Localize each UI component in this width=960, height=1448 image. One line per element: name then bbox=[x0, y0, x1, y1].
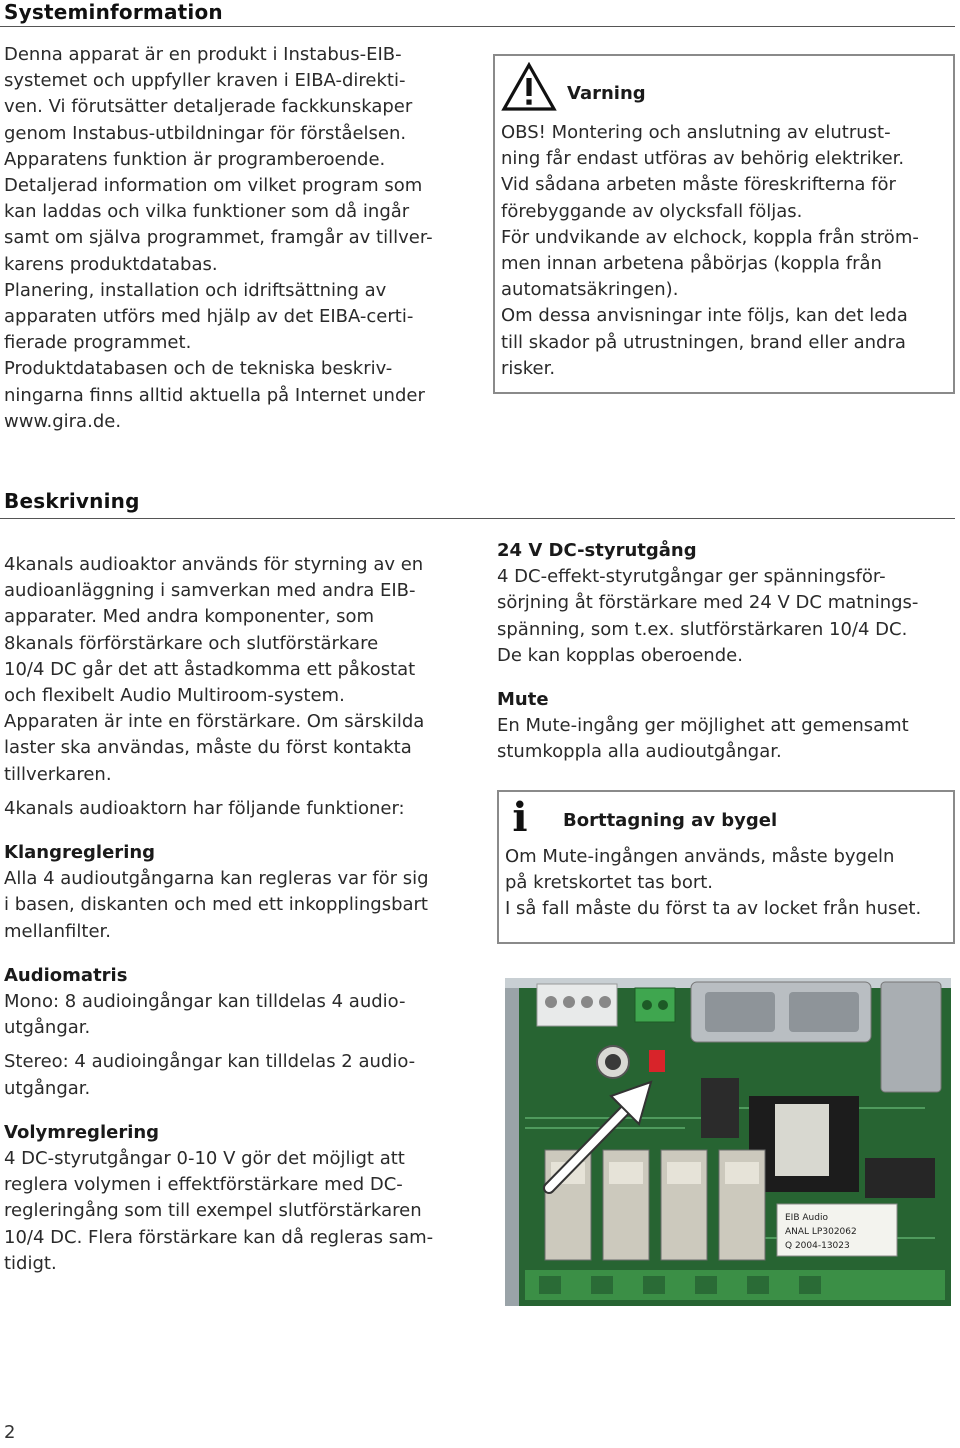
warning-paragraph: Om dessa anvisningar inte följs, kan det leda till skador på utrustningen, brand eller andra risker. bbox=[501, 305, 908, 379]
description-right-column bbox=[497, 538, 957, 766]
heading-dc-styrutgang: 24 V DC-styrutgång bbox=[497, 540, 697, 561]
info-icon: i bbox=[512, 794, 528, 841]
heading-volymreglering: Volymreglering bbox=[4, 1121, 160, 1143]
section-title-beskrivning: Beskrivning bbox=[4, 489, 140, 513]
board-label-line2: ANAL LP302062 bbox=[785, 1227, 857, 1237]
warning-box bbox=[493, 54, 955, 394]
heading-mute: Mute bbox=[497, 689, 549, 711]
mute-text: En Mute-ingång ger möjlighet att gemensamt stumkoppla alla audioutgångar. bbox=[497, 715, 909, 763]
warning-paragraph: OBS! Montering och anslutning av elutrust- ning får endast utföras av behörig elektriker. Vid sådana arbeten måste föreskrifterna för förebyggande av olycksfall följas. bbox=[501, 122, 905, 222]
page-number: 2 bbox=[4, 1422, 16, 1443]
board-label-line1: EIB Audio bbox=[785, 1213, 828, 1223]
circuit-board-photo bbox=[505, 978, 951, 1306]
section-title-systeminformation: Systeminformation bbox=[4, 0, 223, 24]
warning-paragraph: För undvikande av elchock, koppla från ström- men innan arbetena påbörjas (koppla från automatsäkringen). bbox=[501, 226, 919, 301]
warning-header bbox=[501, 62, 947, 112]
systeminfo-column bbox=[4, 42, 474, 435]
info-box bbox=[497, 790, 955, 944]
systeminfo-paragraph: Denna apparat är en produkt i Instabus-EIB- systemet och uppfyller kraven i EIBA-direkti- ven. Vi förutsätter detaljerade fackkunskaper genom Instabus-utbildningar för förståelsen. Apparatens funktion är programberoende. Detaljerad information om vilket program som kan laddas och vilka funktioner som då ingår samt om själva programmet, framgår av tillver- karens produktdatabas. bbox=[4, 44, 433, 275]
systeminfo-paragraph: Produktdatabasen och de tekniska beskriv- ningarna finns alltid aktuella på Internet under www.gira.de. bbox=[4, 358, 425, 432]
audiomatris-mono-text: Mono: 8 audioingångar kan tilldelas 4 audio- utgångar. bbox=[4, 991, 406, 1039]
description-functions: 4kanals audioaktorn har följande funktioner: bbox=[4, 797, 405, 819]
info-header bbox=[505, 794, 947, 841]
info-paragraph: Om Mute-ingången används, måste bygeln på kretskortet tas bort. bbox=[505, 846, 895, 894]
section-rule bbox=[0, 26, 955, 27]
klangreglering-text: Alla 4 audioutgångarna kan regleras var för sig i basen, diskanten och med ett inkopplingsbart mellanfilter. bbox=[4, 868, 429, 942]
info-title: Borttagning av bygel bbox=[563, 809, 778, 831]
heading-audiomatris: Audiomatris bbox=[4, 964, 128, 986]
systeminfo-paragraph: Planering, installation och idriftsättning av apparaten utförs med hjälp av det EIBA-certi- fierade programmet. bbox=[4, 279, 414, 354]
warning-title: Varning bbox=[567, 82, 646, 104]
description-intro: 4kanals audioaktor används för styrning av en audioanläggning i samverkan med andra EIB- apparater. Med andra komponenter, som 8kanals förförstärkare och slutförstärkare 10/4 DC går det att åstadkomma ett påkostat och flexibelt Audio Multiroom-system. Apparaten är inte en förstärkare. Om särskilda laster ska användas, måste du först kontakta tillverkaren. bbox=[4, 554, 425, 785]
heading-klangreglering: Klangreglering bbox=[4, 842, 156, 864]
info-paragraph: I så fall måste du först ta av locket från huset. bbox=[505, 898, 922, 920]
audiomatris-stereo-text: Stereo: 4 audioingångar kan tilldelas 2 audio- utgångar. bbox=[4, 1051, 416, 1099]
dc-styrutgang-text: 4 DC-effekt-styrutgångar ger spänningsför- sörjning åt förstärkare med 24 V DC matnings- spänning, som t.ex. slutförstärkaren 10/4 DC. De kan kopplas oberoende. bbox=[497, 566, 919, 666]
description-left-column bbox=[4, 552, 474, 1277]
warning-triangle-icon bbox=[501, 62, 557, 112]
board-label-line3: Q 2004-13023 bbox=[785, 1241, 850, 1251]
volymreglering-text: 4 DC-styrutgångar 0-10 V gör det möjligt att reglera volymen i effektförstärkare med DC- regleringång som till exempel slutförstärkaren 10/4 DC. Flera förstärkare kan då regleras sam- tidigt. bbox=[4, 1148, 434, 1274]
section-rule bbox=[0, 518, 955, 519]
